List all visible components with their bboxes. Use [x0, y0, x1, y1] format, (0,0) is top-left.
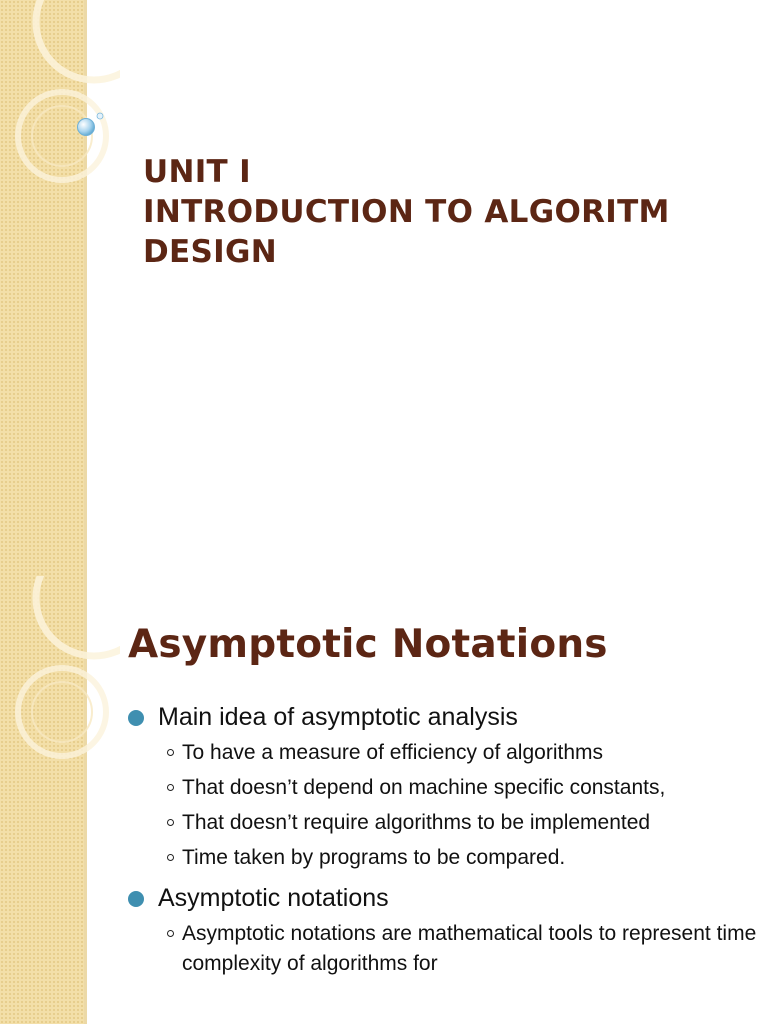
- content-slide: [0, 576, 768, 1024]
- sub-bullet-text: Time taken by programs to be compared.: [182, 846, 566, 869]
- bullet-text: Asymptotic notations: [158, 884, 389, 912]
- sub-bullet-item: [158, 738, 758, 768]
- sub-bullet-item: [158, 919, 758, 979]
- bullet-item: [128, 881, 758, 915]
- sub-bullet-text: That doesn’t require algorithms to be implemented: [182, 811, 651, 834]
- sub-bullet-item: [158, 773, 758, 803]
- sub-bullet-text: Asymptotic notations are mathematical tools to represent time complexity of algorithms for: [182, 922, 757, 975]
- sub-bullet-list: [158, 919, 758, 979]
- ring-bullet-icon: [167, 930, 174, 937]
- ring-bullet-icon: [167, 749, 174, 756]
- sub-bullet-list: [158, 738, 758, 873]
- bullet-dot-icon: [128, 710, 144, 726]
- ring-bullet-icon: [167, 784, 174, 791]
- bullet-list: [128, 700, 758, 987]
- bubble-icon: [0, 0, 120, 200]
- sub-bullet-item: [158, 843, 758, 873]
- slide-title: UNIT I INTRODUCTION TO ALGORITM DESIGN: [143, 154, 670, 270]
- bullet-dot-icon: [128, 891, 144, 907]
- bullet-item: [128, 700, 758, 734]
- sub-bullet-text: That doesn’t depend on machine specific constants,: [182, 776, 666, 799]
- ring-bullet-icon: [167, 854, 174, 861]
- sub-bullet-item: [158, 808, 758, 838]
- decorative-rings: [0, 576, 120, 776]
- ring-bullet-icon: [167, 819, 174, 826]
- bullet-text: Main idea of asymptotic analysis: [158, 703, 518, 731]
- sub-bullet-text: To have a measure of efficiency of algorithms: [182, 741, 603, 764]
- slide-heading: Asymptotic Notations: [128, 622, 608, 667]
